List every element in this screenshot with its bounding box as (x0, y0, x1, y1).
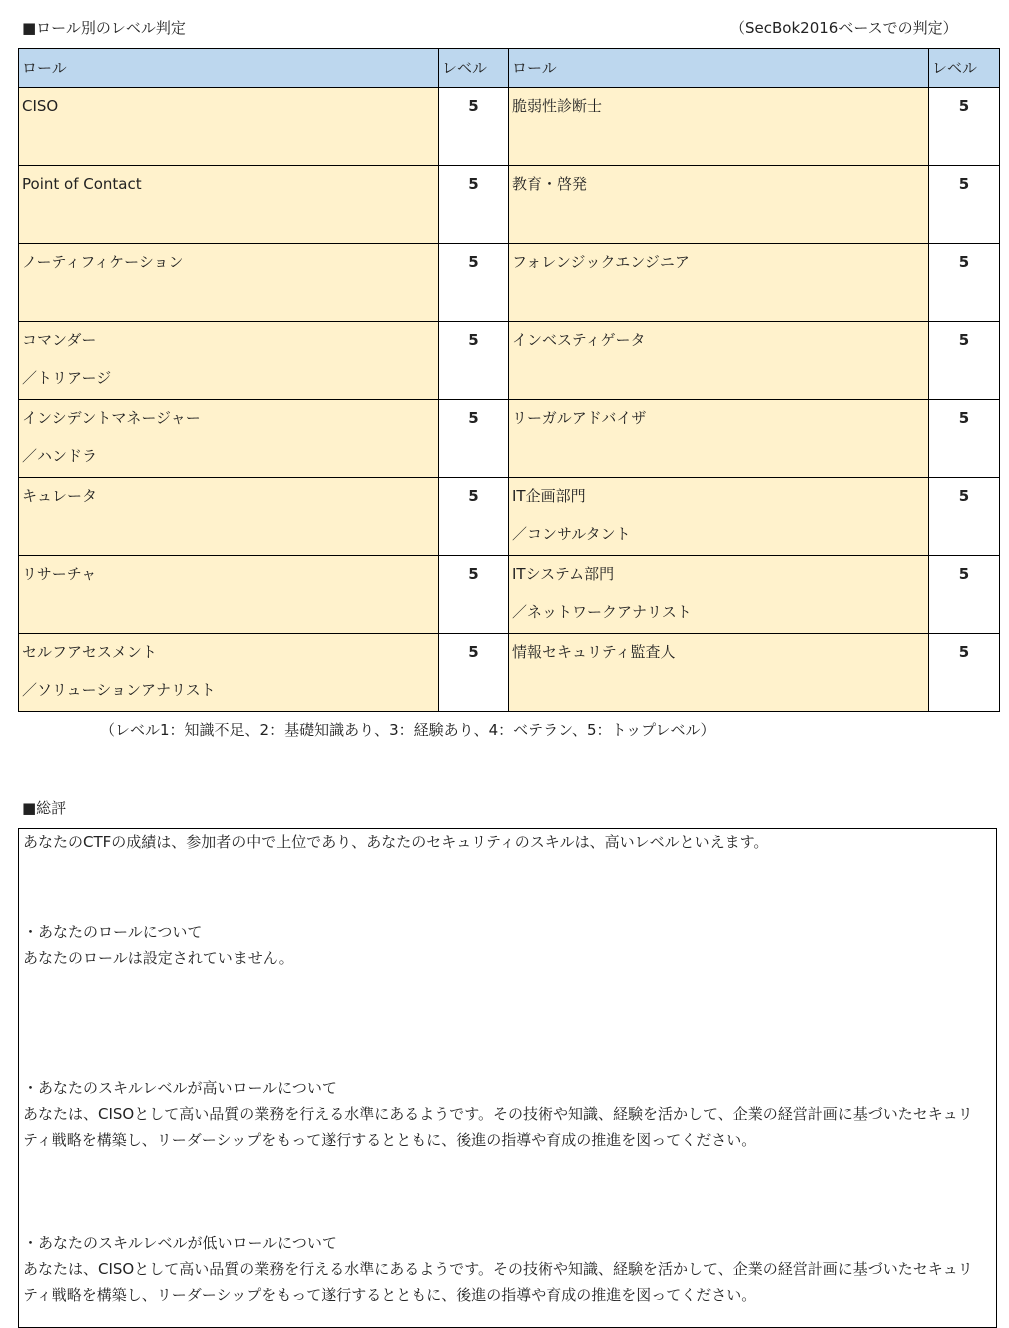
level-cell-left: 5 (439, 244, 509, 322)
table-header-row (19, 49, 1000, 88)
role-name-line: フォレンジックエンジニア (512, 253, 690, 271)
header-role-left: ロール (19, 49, 439, 88)
level-cell-left: 5 (439, 478, 509, 556)
role-name-line: IT企画部門 (512, 487, 586, 505)
level-cell-right: 5 (929, 478, 1000, 556)
summary-overall: あなたのCTFの成績は、参加者の中で上位であり、あなたのセキュリティのスキルは、高いレベルといえます。 (23, 833, 769, 851)
summary-low-text: あなたは、CISOとして高い品質の業務を行える水準にあるようです。その技術や知識、経験を活かして、企業の経営計画に基づいたセキュリティ戦略を構築し、リーダーシップをもって遂行するとともに、後進の指導や育成の推進を図ってください。 (23, 1260, 973, 1304)
header-role-right: ロール (509, 49, 929, 88)
role-name-line: ITシステム部門 (512, 565, 615, 583)
role-name-line: ノーティフィケーション (22, 253, 184, 271)
role-name-line: CISO (22, 97, 59, 115)
summary-high-heading: ・あなたのスキルレベルが高いロールについて (23, 1079, 337, 1097)
level-cell-right: 5 (929, 400, 1000, 478)
role-cell-left (19, 634, 439, 712)
table-row (19, 322, 1000, 400)
role-name-line: キュレータ (22, 487, 98, 505)
role-cell-left (19, 400, 439, 478)
level-cell-left: 5 (439, 400, 509, 478)
role-cell-left (19, 478, 439, 556)
role-name-line: Point of Contact (22, 175, 142, 193)
basis-note: （SecBok2016ベースでの判定） (730, 19, 958, 37)
level-cell-left: 5 (439, 166, 509, 244)
role-cell-right (509, 166, 929, 244)
section-title-summary: ■総評 (22, 799, 67, 817)
role-level-table (18, 48, 1000, 712)
role-name-line: 情報セキュリティ監査人 (512, 643, 676, 661)
role-name-line: ／コンサルタント (512, 525, 631, 543)
role-name-line: コマンダー (22, 331, 97, 349)
table-row (19, 244, 1000, 322)
table-row (19, 556, 1000, 634)
role-cell-right (509, 634, 929, 712)
table-row (19, 88, 1000, 166)
level-cell-right: 5 (929, 322, 1000, 400)
level-cell-left: 5 (439, 556, 509, 634)
role-cell-right (509, 400, 929, 478)
role-cell-right (509, 556, 929, 634)
header-level-right: レベル (929, 49, 1000, 88)
level-cell-right: 5 (929, 88, 1000, 166)
role-name-line: ／ソリューションアナリスト (22, 681, 216, 699)
level-cell-left: 5 (439, 88, 509, 166)
role-name-line: インベスティゲータ (512, 331, 646, 349)
summary-role-heading: ・あなたのロールについて (23, 923, 203, 941)
level-legend: （レベル1：知識不足、2：基礎知識あり、3：経験あり、4：ベテラン、5：トップレベル） (100, 721, 716, 739)
summary-high-text: あなたは、CISOとして高い品質の業務を行える水準にあるようです。その技術や知識、経験を活かして、企業の経営計画に基づいたセキュリティ戦略を構築し、リーダーシップをもって遂行するとともに、後進の指導や育成の推進を図ってください。 (23, 1105, 973, 1149)
level-cell-right: 5 (929, 556, 1000, 634)
table-row (19, 634, 1000, 712)
summary-box (18, 828, 997, 1328)
header-level-left: レベル (439, 49, 509, 88)
role-name-line: ／ハンドラ (22, 447, 98, 465)
role-cell-right (509, 244, 929, 322)
summary-low-heading: ・あなたのスキルレベルが低いロールについて (23, 1234, 337, 1252)
section-title-role-levels: ■ロール別のレベル判定 (22, 19, 186, 37)
level-cell-right: 5 (929, 634, 1000, 712)
role-cell-right (509, 322, 929, 400)
role-cell-left (19, 166, 439, 244)
role-name-line: セルフアセスメント (22, 643, 157, 661)
table-row (19, 478, 1000, 556)
role-name-line: 教育・啓発 (512, 175, 588, 193)
summary-role-text: あなたのロールは設定されていません。 (23, 949, 294, 967)
level-cell-left: 5 (439, 634, 509, 712)
role-name-line: ／ネットワークアナリスト (512, 603, 692, 621)
role-cell-left (19, 244, 439, 322)
table-row (19, 166, 1000, 244)
level-cell-left: 5 (439, 322, 509, 400)
role-name-line: 脆弱性診断士 (512, 97, 603, 115)
role-rows (19, 88, 1000, 712)
role-cell-right (509, 88, 929, 166)
role-cell-left (19, 88, 439, 166)
role-name-line: ／トリアージ (22, 369, 112, 387)
level-cell-right: 5 (929, 166, 1000, 244)
table-row (19, 400, 1000, 478)
role-cell-left (19, 322, 439, 400)
role-name-line: リーガルアドバイザ (512, 409, 647, 427)
role-name-line: リサーチャ (22, 565, 97, 583)
role-name-line: インシデントマネージャー (22, 409, 201, 427)
role-cell-right (509, 478, 929, 556)
level-cell-right: 5 (929, 244, 1000, 322)
role-cell-left (19, 556, 439, 634)
